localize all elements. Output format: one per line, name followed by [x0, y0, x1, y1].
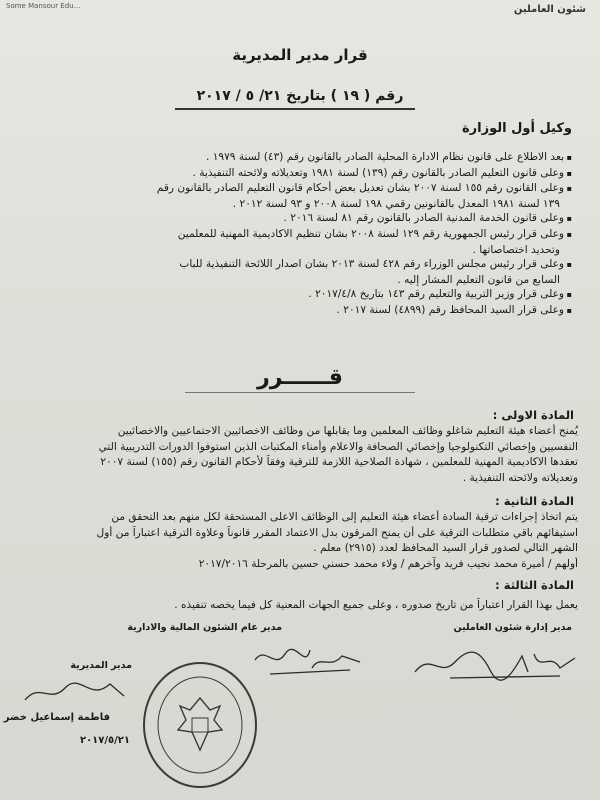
- directorate-director-label: مدير المديرية: [70, 660, 132, 671]
- title-underline: [175, 108, 415, 110]
- official-stamp: [140, 660, 260, 790]
- article-line: يعمل بهذا القرار اعتباراً من تاريخ صدوره ، وعلى جميع الجهات المعنية كل فيما يخصه تنفيذه .: [174, 599, 578, 611]
- preamble-item: ▪ وعلى قانون الخدمة المدنية الصادر بالقانون رقم ٨١ لسنة ٢٠١٦ .: [27, 211, 572, 227]
- article-3-body: [13, 598, 578, 614]
- preamble-item: ▪ وعلى قرار السيد المحافظ رقم (٤٨٩٩) لسنة ٢٠١٧ .: [27, 303, 572, 319]
- preamble-item: ▪ وعلى قرار رئيس الجمهورية رقم ١٢٩ لسنة ٢٠٠٨ بشان تنظيم الاكاديمية المهنية للمعلمين: [27, 227, 572, 243]
- preamble-item: ▪ بعد الاطلاع على قانون نظام الادارة المحلية الصادر بالقانون رقم (٤٣) لسنة ١٩٧٩ .: [27, 150, 572, 166]
- article-line: يتم اتخاذ إجراءات ترقية السادة أعضاء هيئة التعليم إلى الوظائف الاعلى المستحقة لكل منهم بعد التحقق من: [111, 511, 578, 523]
- decision-number-date: رقم ( ١٩ ) بتاريخ ٢١/ ٥ / ٢٠١٧: [196, 88, 404, 104]
- decision-heading: قــــــرر: [257, 365, 343, 390]
- article-2-heading: المادة الثانية :: [495, 494, 574, 508]
- personnel-director-signature: [410, 642, 580, 684]
- article-1-body: [13, 424, 578, 486]
- authority-title: وكيل أول الوزارة: [461, 121, 572, 136]
- preamble-item-continuation: ١٣٩ لسنة ١٩٨١ المعدل بالقانونين رقمي ١٩٨ لسنة ٢٠٠٨ و ٩٣ لسنة ٢٠١٢ .: [232, 197, 560, 210]
- preamble-item-continuation: وتحديد اختصاصاتها .: [472, 243, 560, 256]
- preamble-item-continuation: السابع من قانون التعليم المشار إليه .: [397, 273, 560, 286]
- preamble-item: ▪ وعلى قانون التعليم الصادر بالقانون رقم (١٣٩) لسنة ١٩٨١ وتعديلاته ولائحته التنفيذية .: [27, 166, 572, 182]
- decision-heading-underline: [185, 392, 415, 393]
- director-signature-date: ٢٠١٧/٥/٢١: [79, 735, 130, 746]
- document-title: قرار مدير المديرية: [232, 46, 368, 64]
- article-line: أولهم / أميرة محمد نجيب فريد وآخرهم / ولاء محمد حسني حسين بالمرحلة ٢٠١٧/٢٠١٦: [198, 557, 578, 570]
- article-line: يُمنح أعضاء هيئة التعليم شاغلو وظائف المعلمين وما يقابلها من وظائف الاخصائيين الاجتماعيين والاخصائيين: [117, 425, 578, 437]
- preamble-list: [27, 150, 572, 319]
- preamble-item: ▪ وعلى قرار وزير التربية والتعليم رقم ١٤٣ بتاريخ ٢٠١٧/٤/٨ .: [27, 287, 572, 303]
- eagle-emblem-icon: [178, 698, 222, 750]
- article-line: النفسيين وإخصائي التكنولوجيا وإخصائي الصحافة والاعلام وأمناء المكتبات الذين استوفوا الدورات التدريبية التي: [98, 440, 578, 453]
- finance-director-label: مدير عام الشئون المالية والادارية: [127, 622, 282, 633]
- director-signature: [20, 676, 130, 710]
- article-line: الشهر التالي لصدور قرار السيد المحافظ لعدد (٢٩١٥) معلم .: [313, 542, 578, 554]
- personnel-director-label: مدير إدارة شئون العاملين: [453, 622, 572, 633]
- preamble-item: ▪ وعلى القانون رقم ١٥٥ لسنة ٢٠٠٧ بشان تعديل بعض أحكام قانون التعليم الصادر بالقانون رقم: [27, 181, 572, 197]
- article-3-heading: المادة الثالثة :: [495, 578, 574, 592]
- finance-director-signature: [250, 640, 370, 682]
- preamble-item: ▪ وعلى قرار رئيس مجلس الوزراء رقم ٤٢٨ لسنة ٢٠١٣ بشان اصدار اللائحة التنفيذية للباب: [27, 257, 572, 273]
- director-name: فاطمة إسماعيل خضر: [3, 712, 110, 723]
- article-line: استيفائهم باقي متطلبات الترقية على أن يمنح المرقون بدل الاعتماد المقرر قانوناً وعلاوة الترقية اعتباراً من أول: [96, 526, 578, 539]
- corner-watermark: Some Mansour Edu...: [6, 2, 81, 10]
- article-line: وتعديلاته ولائحته التنفيذية .: [462, 471, 578, 484]
- department-header: شئون العاملين: [513, 4, 586, 15]
- article-2-body: [13, 510, 578, 572]
- article-line: تعقدها الاكاديمية المهنية للمعلمين ، شهادة الصلاحية اللازمة للترقية وفقاً لأحكام القانون رقم (١٥٥) لسنة ٢٠٠٧: [100, 456, 578, 468]
- article-1-heading: المادة الاولى :: [492, 408, 574, 422]
